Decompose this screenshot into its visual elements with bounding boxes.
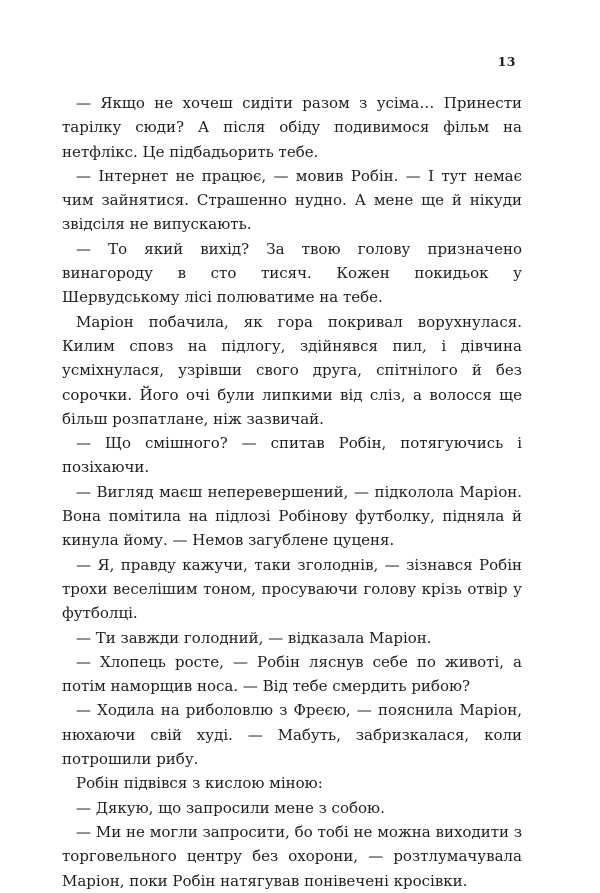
paragraph: — Вигляд маєш неперевершений, — підколола Маріон. Вона помітила на підлозі Робінову футболку, підняла й кинула йому. — Немов загублене цуценя. (62, 482, 522, 550)
paragraph: — Що смішного? — спитав Робін, потягуючись і позіхаючи. (62, 434, 522, 477)
page-text (62, 91, 522, 893)
paragraph: — Я, правду кажучи, таки зголоднів, — зізнався Робін трохи веселішим тоном, просуваючи голову крізь отвір у футболці. (62, 555, 522, 623)
page-number: 13 (497, 54, 516, 69)
paragraph: — Ми не могли запросити, бо тобі не можна виходити з торговельного центру без охорони, — розтлумачувала Маріон, поки Робін натягував понівечені кросівки. (62, 822, 522, 890)
paragraph: Маріон побачила, як гора покривал ворухнулася. Килим сповз на підлогу, здійнявся пил, і дівчина усміхнулася, узрівши свого друга, спітнілого й без сорочки. Його очі були липкими від сліз, а волосся ще більш розпатлане, ніж зазвичай. (62, 312, 522, 428)
paragraph: — Якщо не хочеш сидіти разом з усіма… Принести тарілку сюди? А після обіду подивимося фільм на нетфлікс. Це підбадьорить тебе. (62, 94, 522, 161)
paragraph: Робін підвівся з кислою міною: (76, 774, 323, 793)
paragraph: — То який вихід? За твою голову призначено винагороду в сто тисяч. Кожен покидьок у Шервудському лісі полюватиме на тебе. (62, 239, 522, 307)
paragraph: — Інтернет не працює, — мовив Робін. — І тут немає чим зайнятися. Страшенно нудно. А мене ще й нікуди звідсіля не випускають. (62, 166, 522, 234)
paragraph: — Ти завжди голодний, — відказала Маріон. (76, 628, 432, 647)
paragraph: — Ходила на риболовлю з Фреєю, — пояснила Маріон, нюхаючи свій худі. — Мабуть, забризкалася, коли потрошили рибу. (62, 701, 522, 769)
paragraph: — Хлопець росте, — Робін ляснув себе по животі, а потім наморщив носа. — Від тебе смердить рибою? (62, 652, 522, 696)
paragraph: — Дякую, що запросили мене з собою. (76, 798, 385, 817)
